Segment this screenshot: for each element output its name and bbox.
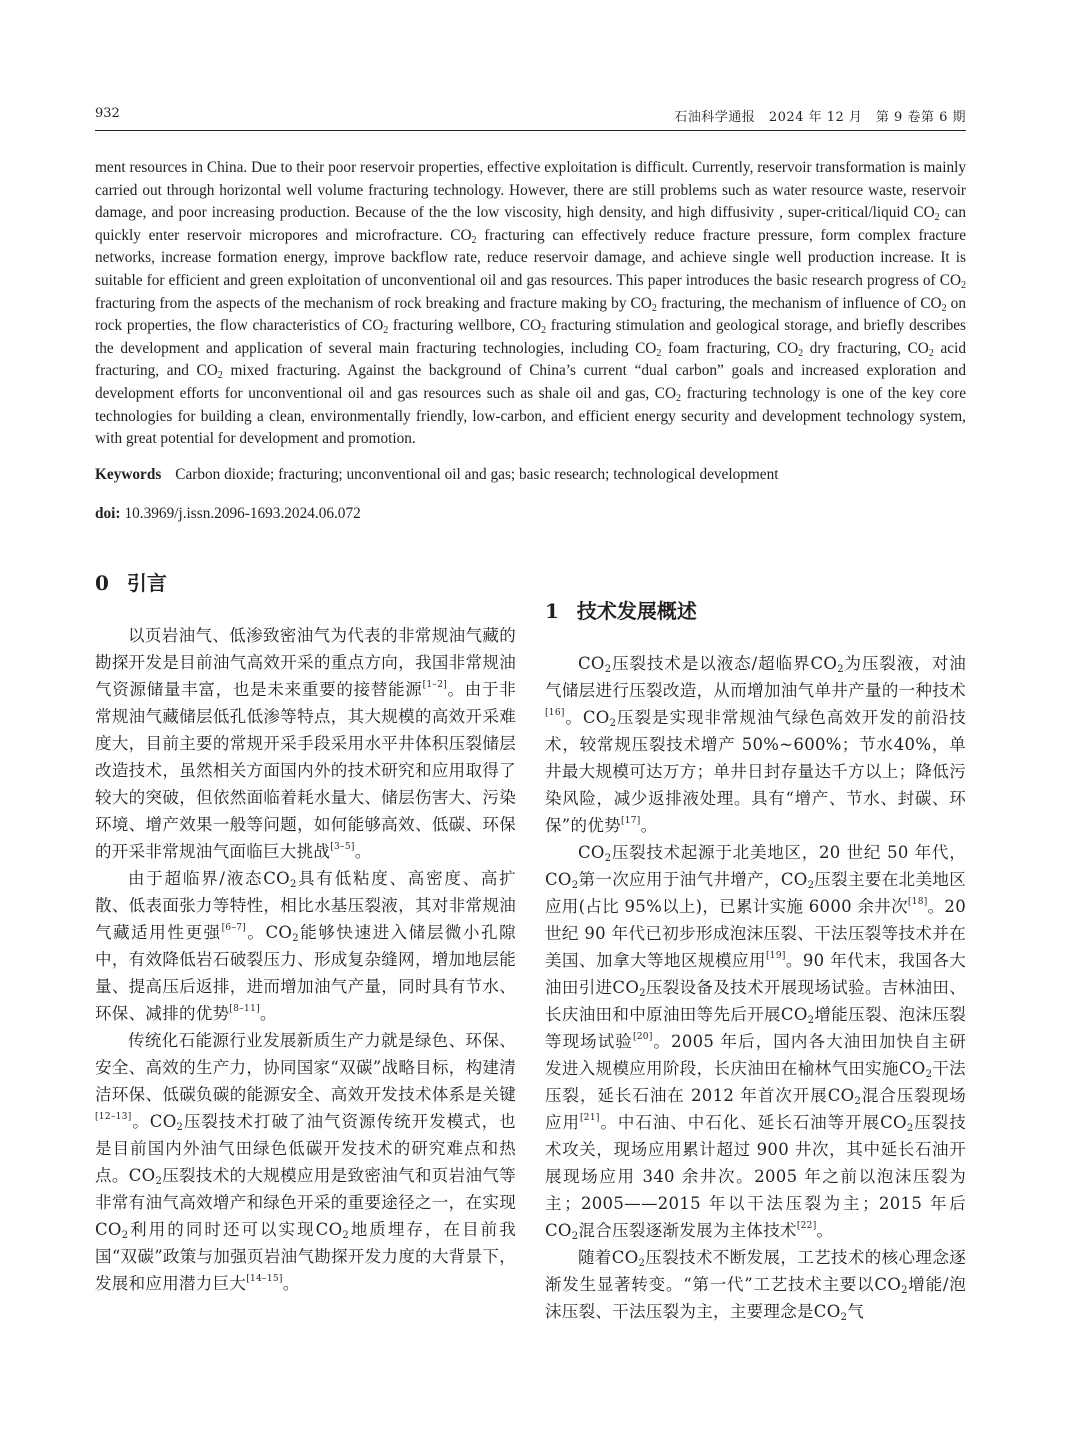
section-0-paragraph: 传统化石能源行业发展新质生产力就是绿色、环保、安全、高效的生产力，协同国家“双碳”战略目标，构建清洁环保、低碳负碳的能源安全、高效开发技术体系是关键[12–13]。$CO_2$压裂技术打破了油气资源传统开发模式，也是目前国内外油气田绿色低碳开发技术的研究难点和热点。$CO_2$压裂技术的大规模应用是致密油气和页岩油气等非常有油气高效增产和绿色开采的重要途径之一，在实现$CO_2$利用的同时还可以实现$CO_2$地质埋存，在目前我国“双碳”政策与加强页岩油气勘探开发力度的大背景下，发展和应用潜力巨大[14–15]。 [95,1031,516,1293]
page-number: 932 [95,106,120,121]
section-1-title: 技术发展概述 [576,599,697,623]
abstract-text: ment resources in China. Due to their poor reservoir properties, effective exploitation is difficult. Currently, reservoir transformation is mainly carried out through horizontal well volume fracturing technology. However, there are still problems such as water resource waste, reservoir damage, and poor increasing production. Because of the the low viscosity, high density, and high diffusivity , super-critical/liquid $CO_2$ can quickly enter reservoir micropores and microfracture. $CO_2$ fracturing can effectively reduce fracture pressure, form complex fracture networks, increase formation energy, improve backflow rate, reduce reservoir damage, and achieve single well production increase. It is suitable for efficient and green exploitation of unconventional oil and gas resources. This paper introduces the basic research progress of $CO_2$ fracturing from the aspects of the mechanism of rock breaking and fracture making by $CO_2$ fracturing, the mechanism of influence of $CO_2$ on rock properties, the flow characteristics of $CO_2$ fracturing wellbore, $CO_2$ fracturing stimulation and geological storage, and briefly describes the development and application of several main fracturing technologies, including $CO_2$ foam fracturing, $CO_2$ dry fracturing, $CO_2$ acid fracturing, and $CO_2$ mixed fracturing. Against the background of China’s current “dual carbon” goals and increased exploration and development efforts for unconventional oil and gas resources such as shale oil and gas, $CO_2$ fracturing technology is one of the key core technologies for building a clean, environmentally friendly, low-carbon, and efficient energy security and development technology system, with great potential for development and promotion. [95,159,966,448]
journal-info: 石油科学通报 2024 年 12 月 第 9 卷第 6 期 [674,110,966,125]
page-header [95,106,966,128]
keywords [95,466,966,484]
section-1-paragraph: 随着$CO_2$压裂技术不断发展，工艺技术的核心理念逐渐发生显著转变。“第一代”工艺技术主要以$CO_2$增能/泡沫压裂、干法压裂为主，主要理念是$CO_2$气 [545,1248,967,1323]
section-0-paragraph: 以页岩油气、低渗致密油气为代表的非常规油气藏的勘探开发是目前油气高效开采的重点方向，我国非常规油气资源储量丰富，也是未来重要的接替能源[1–2]。由于非常规油气藏储层低孔低渗等特点，其大规模的高效开采难度大，目前主要的常规开采手段采用水平井体积压裂储层改造技术，虽然相关方面国内外的技术研究和应用取得了较大的突破，但依然面临着耗水量大、储层伤害大、污染环境、增产效果一般等问题，如何能够高效、低碳、环保的开采非常规油气面临巨大挑战[3–5]。 [95,626,517,861]
left-column [95,568,516,1297]
section-1-heading [545,596,966,626]
section-1-number: 1 [545,599,559,623]
section-0-heading [95,568,516,598]
doi [95,505,966,523]
section-0-number: 0 [95,571,109,595]
section-1-paragraph: $CO_2$压裂技术起源于北美地区，20 世纪 50 年代，$CO_2$第一次应用于油气井增产，$CO_2$压裂主要在北美地区应用(占比 95%以上)，已累计实施 6000 余井次[18]。20 世纪 90 年代已初步形成泡沫压裂、干法压裂等技术并在美国、加拿大等地区规模应用[19]。90 年代末，我国各大油田引进$CO_2$压裂设备及技术开展现场试验。吉林油田、长庆油田和中原油田等先后开展$CO_2$增能压裂、泡沫压裂等现场试验[20]。2005 年后，国内各大油田加快自主研发进入规模应用阶段，长庆油田在榆林气田实施$CO_2$干法压裂，延长石油在 2012 年首次开展$CO_2$混合压裂现场应用[21]。中石油、中石化、延长石油等开展$CO_2$压裂技术攻关，现场应用累计超过 900 井次，其中延长石油开展现场应用 340 余井次。2005 年之前以泡沫压裂为主；2005——2015 年以干法压裂为主；2015 年后$CO_2$混合压裂逐渐发展为主体技术[22]。 [545,843,967,1242]
section-0-title: 引言 [126,571,167,595]
section-0-paragraph: 由于超临界/液态$CO_2$具有低粘度、高密度、高扩散、低表面张力等特性，相比水基压裂液，其对非常规油气藏适用性更强[6–7]。$CO_2$能够快速进入储层微小孔隙中，有效降低岩石破裂压力、形成复杂缝网，增加地层能量、提高压后返排，进而增加油气产量，同时具有节水、环保、减排的优势[8–11]。 [95,869,516,1023]
doi-text: 10.3969/j.issn.2096-1693.2024.06.072 [124,505,361,522]
keywords-text: Carbon dioxide; fracturing; unconventional oil and gas; basic research; technological development [175,466,779,483]
doi-label: doi: [95,505,121,522]
keywords-label: Keywords [95,466,162,483]
right-column [545,596,966,1325]
section-1-paragraph: $CO_2$压裂技术是以液态/超临界$CO_2$为压裂液，对油气储层进行压裂改造，从而增加油气单井产量的一种技术[16]。$CO_2$压裂是实现非常规油气绿色高效开发的前沿技术，较常规压裂技术增产 50%~600%；节水40%，单井最大规模可达万方；单井日封存量达千方以上；降低污染风险，减少返排液处理。具有“增产、节水、封碳、环保”的优势[17]。 [545,654,967,835]
header-rule [95,130,966,131]
